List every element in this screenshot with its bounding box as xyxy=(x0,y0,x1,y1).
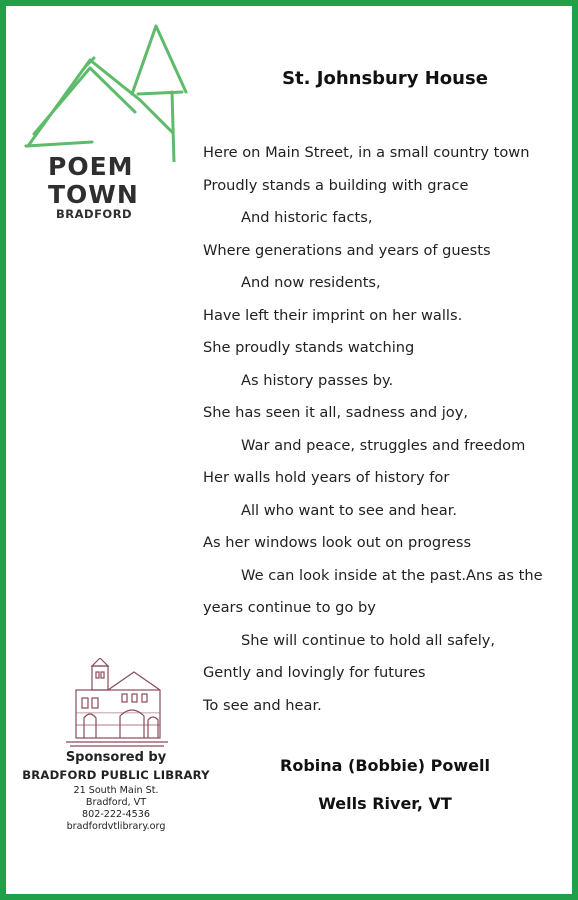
sponsor-block xyxy=(22,652,210,832)
poem-line: As her windows look out on progress xyxy=(203,534,472,551)
poem-line: Proudly stands a building with grace xyxy=(203,176,469,194)
library-building-icon xyxy=(62,658,172,748)
poem-line: We can look inside at the past.Ans as the xyxy=(241,566,543,584)
logo-town-text: TOWN xyxy=(48,180,139,209)
author-location: Wells River, VT xyxy=(318,794,452,813)
poem-line: Where generations and years of guests xyxy=(203,241,491,259)
library-name: BRADFORD PUBLIC LIBRARY xyxy=(22,768,210,782)
poem-line: And historic facts, xyxy=(241,209,373,226)
poem-town-logo xyxy=(20,22,200,232)
poem-title: St. Johnsbury House xyxy=(282,68,488,89)
poem-line: Her walls hold years of history for xyxy=(203,469,450,486)
poem-line: To see and hear. xyxy=(203,696,322,714)
author-name: Robina (Bobbie) Powell xyxy=(280,756,490,775)
poem-line: And now residents, xyxy=(241,274,381,291)
logo-poem-text: POEM xyxy=(48,152,134,181)
library-address-street: 21 South Main St. xyxy=(73,785,159,796)
poem-line: She has seen it all, sadness and joy, xyxy=(203,404,468,421)
logo-bradford-text: BRADFORD xyxy=(56,207,133,221)
poem-line: As history passes by. xyxy=(241,371,394,389)
library-phone: 802-222-4536 xyxy=(82,809,150,820)
poem-line: years continue to go by xyxy=(203,599,376,616)
poem-line: All who want to see and hear. xyxy=(241,501,458,519)
poem-line: War and peace, struggles and freedom xyxy=(241,436,526,454)
library-website: bradfordvtlibrary.org xyxy=(66,821,166,832)
poem-body xyxy=(203,137,573,722)
sponsored-by-label: Sponsored by xyxy=(65,750,167,765)
poem-line: Have left their imprint on her walls. xyxy=(203,306,463,324)
library-address-city: Bradford, VT xyxy=(85,797,147,808)
poem-line: Gently and lovingly for futures xyxy=(203,664,426,681)
poem-line: Here on Main Street, in a small country town xyxy=(203,144,530,161)
poem-line: She will continue to hold all safely, xyxy=(241,631,496,649)
poem-line: She proudly stands watching xyxy=(203,339,415,356)
house-outline-icon xyxy=(20,22,200,162)
